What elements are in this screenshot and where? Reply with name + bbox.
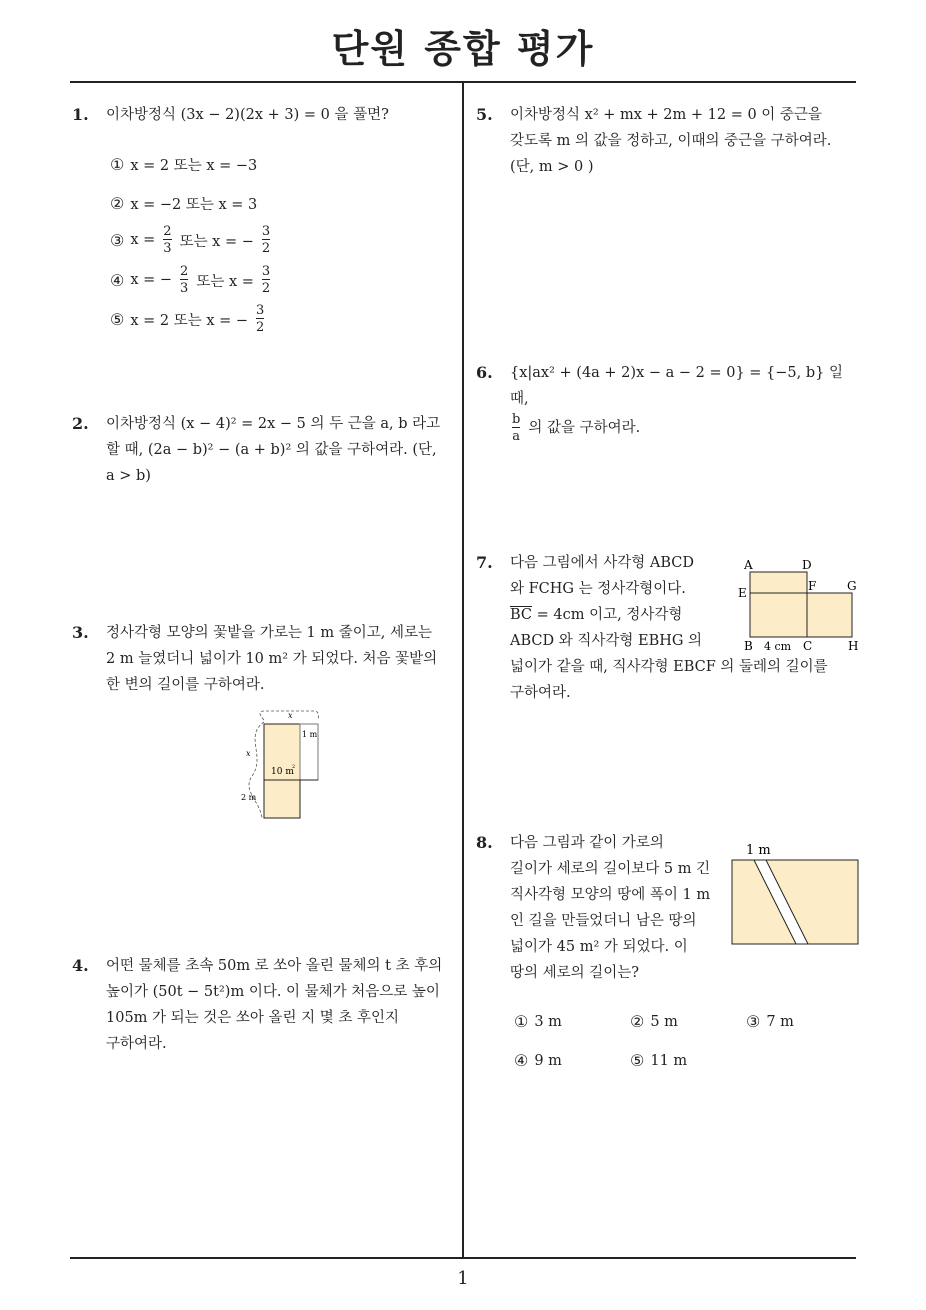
choice-1: [110, 154, 257, 175]
question-text: 다음 그림에서 사각형 ABCD: [510, 555, 695, 571]
question-text-line2: [510, 412, 855, 444]
question-text: 구하여라.: [510, 685, 571, 701]
label-h: H: [848, 639, 859, 653]
question-text: 어떤 물체를 초속 50m 로 쏘아 올린 물체의 t 초 후의 높이가 (50t − 5t²)m 이다. 이 물체가 처음으로 높이 105m 가 되는 것은 쏘아 올린 지 몇 초 후인지 구하여라.: [106, 958, 443, 1052]
segment-bc: $\overline{BC}$: [510, 607, 533, 623]
choice-5: [110, 303, 266, 335]
choice-text: 3 m: [534, 1013, 562, 1030]
question-8: [476, 830, 735, 986]
fraction: $\frac{3}{2}$: [261, 264, 271, 296]
label-c: C: [803, 639, 813, 653]
fraction: $\frac{2}{3}$: [180, 264, 189, 296]
choice-text: x = −: [130, 272, 173, 288]
question-1: [72, 102, 446, 128]
area-label: 10 m: [271, 767, 294, 777]
question-number: 4.: [72, 956, 89, 975]
choice-marker: ⑤: [630, 1051, 645, 1070]
choice-text: x = −2 또는 x = 3: [130, 197, 258, 213]
choice-marker: ④: [110, 270, 125, 290]
area-superscript: 2: [292, 764, 296, 770]
question-number: 6.: [476, 363, 493, 382]
choice-5: [630, 1051, 687, 1070]
choice-marker: ④: [514, 1051, 529, 1070]
question-number: 8.: [476, 833, 493, 852]
choice-text: x = 2 또는 x = −3: [130, 158, 258, 174]
column-divider: [462, 82, 464, 1258]
side-x-label: x: [246, 749, 251, 758]
question-number: 1.: [72, 105, 89, 124]
bottom-rule: [70, 1257, 856, 1259]
question-text: 의 값을 구하여라.: [528, 420, 641, 436]
question-3: [72, 620, 451, 698]
top-x-label: x: [288, 711, 293, 720]
question-5: [476, 102, 855, 180]
two-m-label: 2 m: [241, 793, 257, 802]
choice-marker: ③: [110, 230, 125, 250]
question-number: 3.: [72, 623, 89, 642]
choice-3: [110, 224, 272, 256]
choice-text: 또는 x =: [196, 273, 254, 290]
question-text: 와 FCHG 는 정사각형이다.: [510, 581, 686, 597]
question-4: [72, 953, 456, 1057]
question-text: 다음 그림과 같이 가로의 길이가 세로의 길이보다 5 m 긴 직사각형 모양의 땅에 폭이 1 m 인 길을 만들었더니 남은 땅의 넓이가 45 m² 가 되었다. 이 땅의 세로의 길이는?: [510, 835, 711, 981]
question-text: {x|ax² + (4a + 2)x − a − 2 = 0} = {−5, b} 일 때,: [510, 365, 843, 407]
choice-4: [514, 1051, 562, 1070]
label-f: F: [808, 579, 817, 593]
square-abcd: [750, 572, 807, 637]
road-width-label: 1 m: [746, 843, 771, 858]
choice-4: [110, 264, 272, 296]
question-text: 넓이가 같을 때, 직사각형 EBCF 의 둘레의 길이를: [510, 659, 828, 675]
question-text: 이차방정식 x² + mx + 2m + 12 = 0 이 중근을 갖도록 m 의 값을 정하고, 이때의 중근을 구하여라. (단, m > 0 ): [510, 107, 832, 175]
question-text: 정사각형 모양의 꽃밭을 가로는 1 m 줄이고, 세로는 2 m 늘였더니 넓이가 10 m² 가 되었다. 처음 꽃밭의 한 변의 길이를 구하여라.: [106, 625, 438, 693]
choice-text: 5 m: [650, 1013, 678, 1030]
question-number: 7.: [476, 553, 493, 572]
label-b: B: [744, 639, 753, 653]
label-g: G: [847, 579, 857, 593]
choice-marker: ①: [514, 1012, 529, 1031]
choice-marker: ②: [110, 194, 125, 213]
one-m-label: 1 m: [302, 730, 318, 739]
fraction: $\frac{2}{3}$: [163, 224, 172, 256]
question-text: ABCD 와 직사각형 EBHG 의: [510, 633, 703, 649]
question-text: 이차방정식 (x − 4)² = 2x − 5 의 두 근을 a, b 라고 할 때, (2a − b)² − (a + b)² 의 값을 구하여라. (단, a > b): [106, 416, 441, 484]
choice-text: 7 m: [766, 1013, 794, 1030]
flowerbed-figure: [236, 706, 336, 826]
dashed-side-brace: [249, 722, 264, 818]
choice-text: 또는 x = −: [179, 233, 254, 250]
choice-2: [630, 1012, 678, 1031]
choice-text: x = 2 또는 x = −: [130, 312, 249, 329]
question-6: [476, 360, 855, 444]
choice-marker: ③: [746, 1012, 761, 1031]
square-fchg: [807, 593, 852, 637]
land-figure: [728, 838, 862, 950]
choice-2: [110, 193, 257, 214]
question-number: 2.: [72, 414, 89, 433]
choice-1: [514, 1012, 562, 1031]
choice-marker: ①: [110, 155, 125, 174]
choice-3: [746, 1012, 794, 1031]
squares-figure: [734, 555, 864, 655]
choice-text: 11 m: [650, 1052, 688, 1069]
choice-marker: ⑤: [110, 309, 125, 329]
label-a: A: [744, 558, 753, 572]
question-number: 5.: [476, 105, 493, 124]
label-e: E: [738, 586, 747, 600]
fraction: $\frac{3}{2}$: [256, 303, 265, 335]
page-number: 1: [457, 1268, 469, 1289]
choice-text: 9 m: [534, 1052, 562, 1069]
label-d: D: [802, 558, 812, 572]
question-text: $\overline{BC} = 4cm$ 이고, 정사각형: [510, 607, 683, 623]
label-bc-length: 4 cm: [764, 640, 792, 653]
fraction: $\frac{3}{2}$: [261, 224, 271, 256]
page-title: 단원 종합 평가: [331, 27, 595, 71]
choice-marker: ②: [630, 1012, 645, 1031]
question-text: 이차방정식 (3x − 2)(2x + 3) = 0 을 풀면?: [106, 107, 389, 123]
fraction: $\frac{b}{a}$: [512, 412, 521, 444]
choice-text: x =: [130, 232, 156, 248]
question-2: [72, 411, 451, 489]
